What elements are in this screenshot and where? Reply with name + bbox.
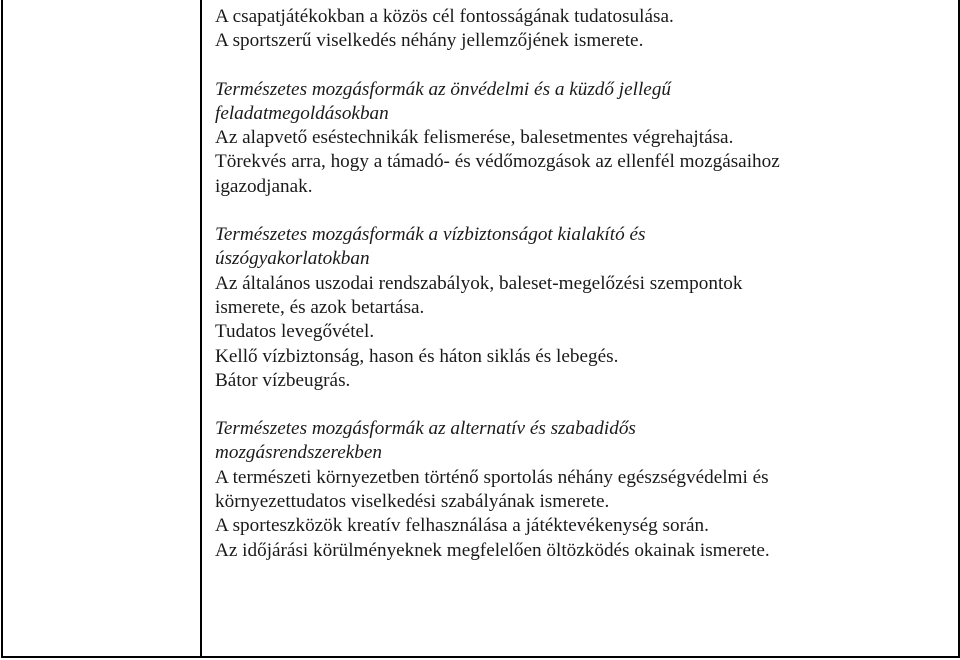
section-heading: Természetes mozgásformák az alternatív és szabadidős bbox=[215, 418, 636, 440]
text-line: ismerete, és azok betartása. bbox=[215, 296, 425, 318]
section-heading: úszógyakorlatokban bbox=[215, 248, 370, 270]
spacer bbox=[215, 393, 955, 417]
section-heading: Természetes mozgásformák az önvédelmi és a küzdő jellegű bbox=[215, 78, 672, 100]
section-heading: mozgásrendszerekben bbox=[215, 442, 382, 464]
text-line: A természeti környezetben történő sportolás néhány egészségvédelmi és bbox=[215, 466, 769, 488]
section-team-games bbox=[215, 5, 955, 54]
text-line: Törekvés arra, hogy a támadó- és védőmozgások az ellenfél mozgásaihoz bbox=[215, 151, 780, 173]
text-line: igazodjanak. bbox=[215, 175, 313, 197]
section-heading: feladatmegoldásokban bbox=[215, 102, 389, 124]
text-line: A sporteszközök kreatív felhasználása a játéktevékenység során. bbox=[215, 515, 709, 537]
text-line: környezettudatos viselkedési szabályának ismerete. bbox=[215, 491, 610, 513]
text-line: Az időjárási körülményeknek megfelelően öltözködés okainak ismerete. bbox=[215, 539, 770, 561]
section-alternative-leisure bbox=[215, 417, 955, 563]
section-water-safety bbox=[215, 223, 955, 393]
section-self-defense bbox=[215, 78, 955, 199]
text-line: Bátor vízbeugrás. bbox=[215, 369, 351, 391]
text-line: Az alapvető eséstechnikák felismerése, balesetmentes végrehajtása. bbox=[215, 127, 734, 149]
text-line: A csapatjátékokban a közös cél fontosságának tudatosulása. bbox=[215, 6, 674, 27]
text-line: A sportszerű viselkedés néhány jellemzőjének ismerete. bbox=[215, 30, 644, 52]
text-line: Az általános uszodai rendszabályok, baleset-megelőzési szempontok bbox=[215, 272, 743, 294]
section-heading: Természetes mozgásformák a vízbiztonságot kialakító és bbox=[215, 224, 646, 246]
cell-content bbox=[215, 5, 955, 563]
spacer bbox=[215, 54, 955, 78]
text-line: Kellő vízbiztonság, hason és háton siklás és lebegés. bbox=[215, 345, 619, 367]
spacer bbox=[215, 199, 955, 223]
table-cell-left-empty bbox=[1, 0, 202, 658]
text-line: Tudatos levegővétel. bbox=[215, 321, 375, 343]
